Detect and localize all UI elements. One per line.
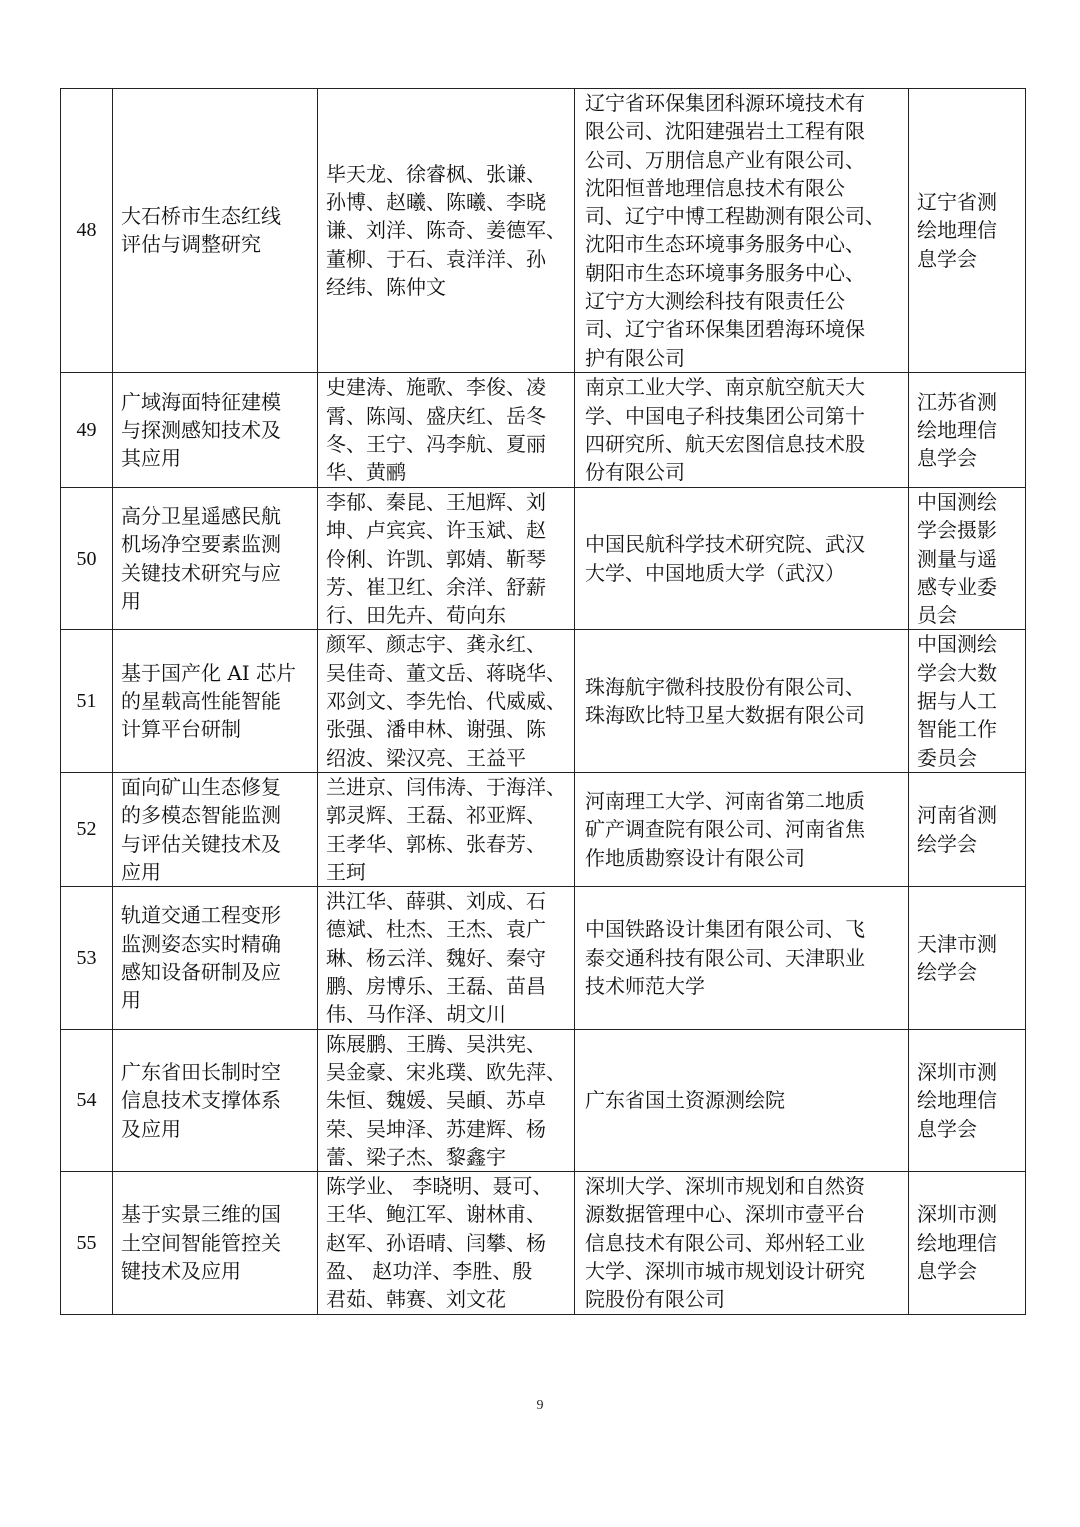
- completing-units: 中国民航科学技术研究院、武汉 大学、中国地质大学（武汉）: [575, 487, 909, 629]
- project-name: 轨道交通工程变形 监测姿态实时精确 感知设备研制及应 用: [113, 887, 318, 1029]
- row-number: 52: [61, 772, 113, 886]
- project-name: 广域海面特征建模 与探测感知技术及 其应用: [113, 372, 318, 487]
- recommending-organization: 天津市测 绘学会: [909, 887, 1026, 1029]
- completing-units: 中国铁路设计集团有限公司、飞 泰交通科技有限公司、天津职业 技术师范大学: [575, 887, 909, 1029]
- recommending-organization: 辽宁省测 绘地理信 息学会: [909, 89, 1026, 373]
- table-row: [61, 1029, 1026, 1171]
- project-name: 广东省田长制时空 信息技术支撑体系 及应用: [113, 1029, 318, 1171]
- main-contributors: 颜军、颜志宇、龚永红、 吴佳奇、董文岳、蒋晓华、 邓剑文、李先怡、代威威、 张强、潘申林、谢强、陈 绍波、梁汉亮、王益平: [318, 630, 575, 772]
- recommending-organization: 河南省测 绘学会: [909, 772, 1026, 886]
- project-name: 大石桥市生态红线 评估与调整研究: [113, 89, 318, 373]
- row-number: 51: [61, 630, 113, 772]
- main-contributors: 陈学业、 李晓明、聂可、 王华、鲍江军、谢林甫、 赵军、孙语晴、闫攀、杨 盈、 赵功洋、李胜、殷 君茹、韩赛、刘文花: [318, 1172, 575, 1314]
- completing-units: 辽宁省环保集团科源环境技术有 限公司、沈阳建强岩土工程有限 公司、万朋信息产业有限公司、 沈阳恒普地理信息技术有限公 司、辽宁中博工程勘测有限公司、 沈阳市生态环境事务服务中心、 朝阳市生态环境事务服务中心、 辽宁方大测绘科技有限责任公 司、辽宁省环保集团碧海环境保 护有限公司: [575, 89, 909, 373]
- project-name: 基于国产化 AI 芯片 的星载高性能智能 计算平台研制: [113, 630, 318, 772]
- main-contributors: 洪江华、薛骐、刘成、石 德斌、杜杰、王杰、袁广 琳、杨云洋、魏好、秦守 鹏、房博乐、王磊、苗昌 伟、马作泽、胡文川: [318, 887, 575, 1029]
- award-table: [60, 88, 1026, 1315]
- table-row: [61, 630, 1026, 772]
- row-number: 48: [61, 89, 113, 373]
- row-number: 53: [61, 887, 113, 1029]
- completing-units: 广东省国土资源测绘院: [575, 1029, 909, 1171]
- completing-units: 深圳大学、深圳市规划和自然资 源数据管理中心、深圳市壹平台 信息技术有限公司、郑州轻工业 大学、深圳市城市规划设计研究 院股份有限公司: [575, 1172, 909, 1314]
- row-number: 49: [61, 372, 113, 487]
- table-row: [61, 372, 1026, 487]
- main-contributors: 陈展鹏、王腾、吴洪宪、 吴金豪、宋兆璞、欧先萍、 朱恒、魏媛、吴頔、苏卓 荣、吴坤泽、苏建辉、杨 蕾、梁子杰、黎鑫宇: [318, 1029, 575, 1171]
- main-contributors: 兰进京、闫伟涛、于海洋、 郭灵辉、王磊、祁亚辉、 王孝华、郭栋、张春芳、 王珂: [318, 772, 575, 886]
- recommending-organization: 深圳市测 绘地理信 息学会: [909, 1029, 1026, 1171]
- project-name: 高分卫星遥感民航 机场净空要素监测 关键技术研究与应 用: [113, 487, 318, 629]
- award-table-body: [61, 89, 1026, 1315]
- completing-units: 河南理工大学、河南省第二地质 矿产调查院有限公司、河南省焦 作地质勘察设计有限公司: [575, 772, 909, 886]
- main-contributors: 毕天龙、徐睿枫、张谦、 孙博、赵曦、陈曦、李晓 谦、刘洋、陈奇、姜德军、 董柳、于石、袁洋洋、孙 经纬、陈仲文: [318, 89, 575, 373]
- main-contributors: 史建涛、施歌、李俊、凌 霄、陈闯、盛庆红、岳冬 冬、王宁、冯李航、夏丽 华、黄鹂: [318, 372, 575, 487]
- row-number: 50: [61, 487, 113, 629]
- recommending-organization: 中国测绘 学会摄影 测量与遥 感专业委 员会: [909, 487, 1026, 629]
- table-row: [61, 89, 1026, 373]
- recommending-organization: 中国测绘 学会大数 据与人工 智能工作 委员会: [909, 630, 1026, 772]
- recommending-organization: 江苏省测 绘地理信 息学会: [909, 372, 1026, 487]
- row-number: 55: [61, 1172, 113, 1314]
- table-row: [61, 487, 1026, 629]
- row-number: 54: [61, 1029, 113, 1171]
- table-row: [61, 1172, 1026, 1314]
- project-name: 面向矿山生态修复 的多模态智能监测 与评估关键技术及 应用: [113, 772, 318, 886]
- table-row: [61, 887, 1026, 1029]
- completing-units: 南京工业大学、南京航空航天大 学、中国电子科技集团公司第十 四研究所、航天宏图信息技术股 份有限公司: [575, 372, 909, 487]
- completing-units: 珠海航宇微科技股份有限公司、 珠海欧比特卫星大数据有限公司: [575, 630, 909, 772]
- recommending-organization: 深圳市测 绘地理信 息学会: [909, 1172, 1026, 1314]
- main-contributors: 李郁、秦昆、王旭辉、刘 坤、卢宾宾、许玉斌、赵 伶俐、许凯、郭婧、靳琴 芳、崔卫红、余洋、舒薪 行、田先卉、荀向东: [318, 487, 575, 629]
- table-row: [61, 772, 1026, 886]
- page-number: 9: [536, 1398, 544, 1413]
- project-name: 基于实景三维的国 土空间智能管控关 键技术及应用: [113, 1172, 318, 1314]
